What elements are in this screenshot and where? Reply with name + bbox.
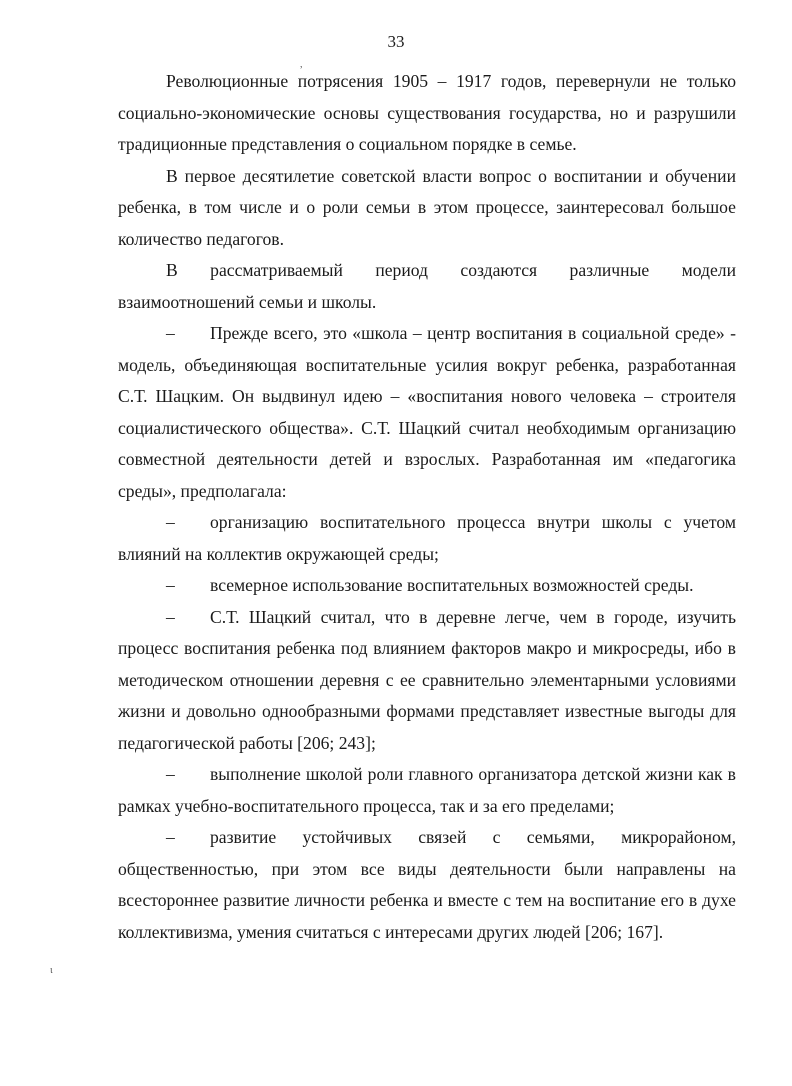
dash-marker: – (166, 323, 175, 343)
list-item-text: всемерное использование воспитательных возможностей среды. (210, 575, 694, 595)
dash-list-item (118, 570, 736, 602)
dash-list-item (118, 507, 736, 570)
paragraph: В рассматриваемый период создаются различные модели взаимоотношений семьи и школы. (118, 260, 736, 312)
dash-marker: – (166, 512, 175, 532)
dash-marker: – (166, 827, 175, 847)
dash-marker: – (166, 606, 175, 627)
dash-list-item (118, 759, 736, 822)
scan-speck: , (300, 59, 303, 70)
dash-list-item (118, 318, 736, 507)
dash-list-item (118, 822, 736, 948)
scan-speck: ι (50, 965, 53, 976)
body-text (118, 66, 736, 948)
list-item-text: Прежде всего, это «школа – центр воспитания в социальной среде» - модель, объединяющая воспитательные усилия вокруг ребенка, разработанная С.Т. Шацким. Он выдвинул идею – «воспитания нового человека – строителя социалистического общества». С.Т. Шацкий считал необходимым организацию совместной деятельности детей и взрослых. Разработанная им «педагогика среды», предполагала: (118, 323, 736, 501)
page-number: 33 (387, 32, 405, 51)
dash-marker: – (166, 575, 175, 595)
list-item-text: выполнение школой роли главного организатора детской жизни как в рамках учебно-воспитательного процесса, так и за его пределами; (118, 764, 736, 816)
paragraph: Революционные потрясения 1905 – 1917 годов, перевернули не только социально-экономические основы существования государства, но и разрушили традиционные представления о социальном порядке в семье. (118, 71, 736, 154)
list-item-text: развитие устойчивых связей с семьями, микрорайоном, общественностью, при этом все виды деятельности были направлены на всестороннее развитие личности ребенка и вместе с тем на воспитание его в духе коллективизма, умения считаться с интересами других людей [206; 167]. (118, 827, 736, 942)
list-item-text: организацию воспитательного процесса внутри школы с учетом влияний на коллектив окружающей среды; (118, 512, 736, 564)
dash-marker: – (166, 764, 175, 784)
paragraph: В первое десятилетие советской власти вопрос о воспитании и обучении ребенка, в том числе и о роли семьи в этом процессе, заинтересовал большое количество педагогов. (118, 165, 736, 249)
dash-list-item (118, 602, 736, 760)
list-item-text: С.Т. Шацкий считал, что в деревне легче, чем в городе, изучить процесс воспитания ребенка под влиянием факторов макро и микросреды, ибо в методическом отношении деревня с ее сравнительно элементарными условиями жизни и довольно однообразными формами представляет известные выгоды для педагогической работы [206; 243]; (118, 606, 736, 753)
